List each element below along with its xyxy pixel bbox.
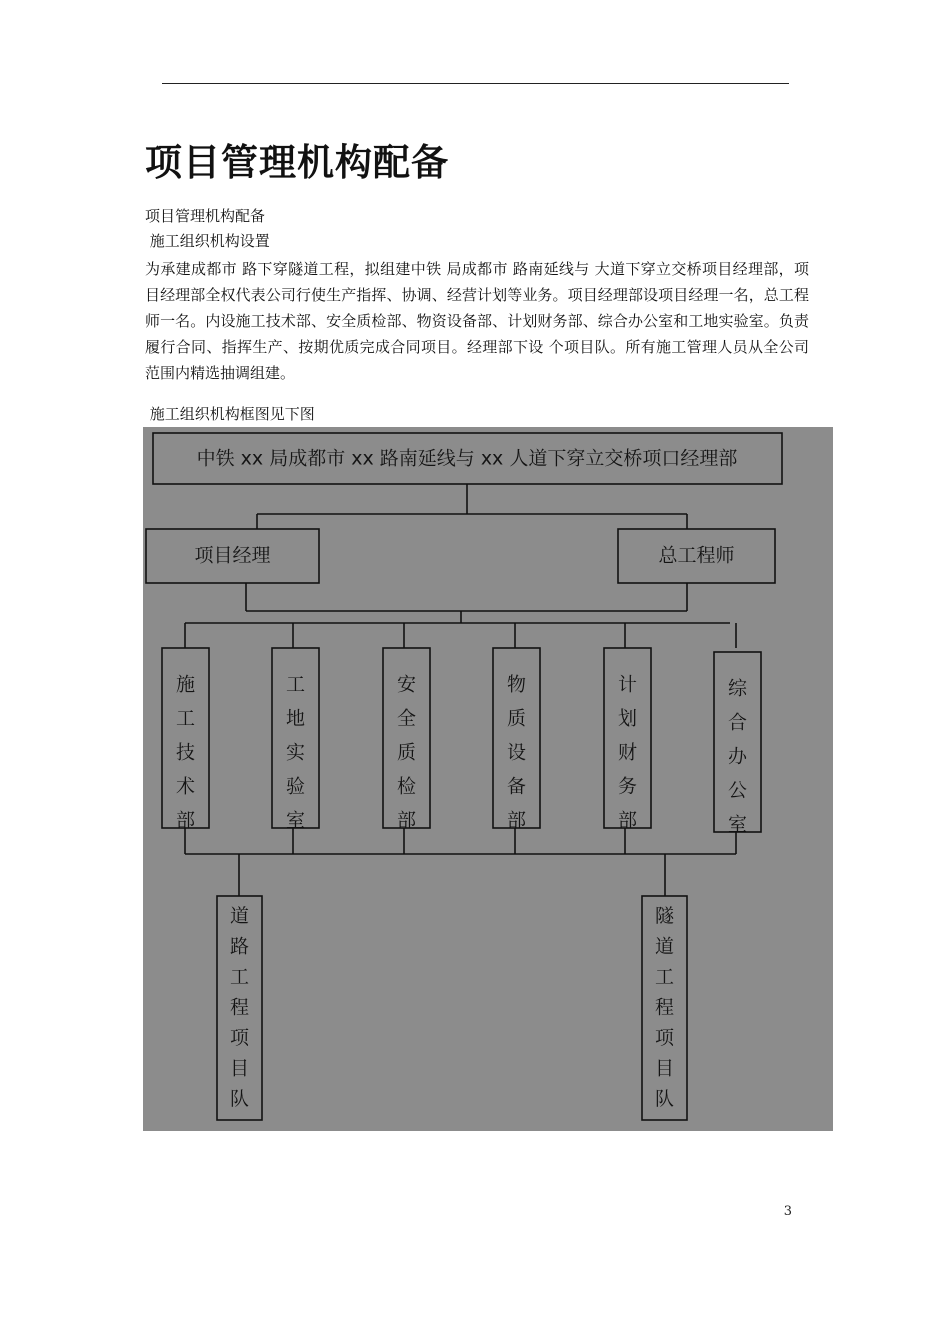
top-box-label: 中铁 xx 局成都市 xx 路南延线与 xx 人道下穿立交桥项口经理部: [196, 447, 738, 470]
department-label-3-char: 部: [396, 809, 417, 832]
page-number: 3: [783, 1204, 792, 1219]
department-label-6-char: 办: [727, 745, 748, 768]
department-label-1-char: 部: [175, 809, 196, 832]
department-label-4-char: 质: [506, 707, 527, 730]
department-label-2-char: 地: [285, 707, 306, 730]
team-label-2-char: 隧: [654, 904, 675, 927]
department-label-4-char: 物: [506, 673, 527, 696]
department-label-3-char: 检: [396, 775, 417, 798]
body-paragraph: 为承建成都市 路下穿隧道工程，拟组建中铁 局成都市 路南延线与 大道下穿立交桥项目经理部，项目经理部全权代表公司行使生产指挥、协调、经营计划等业务。项目经理部设项目经理一名，总工程师一名。内设施工技术部、安全质检部、物资设备部、计划财务部、综合办公室和工地实验室。负责履行合同、指挥生产、按期优质完成合同项目。经理部下设 个项目队。所有施工管理人员从全公司范围内精选抽调组建。: [145, 260, 809, 382]
department-label-1-char: 施: [175, 673, 196, 696]
department-label-3-char: 全: [396, 707, 417, 730]
team-label-1-char: 程: [229, 996, 250, 1019]
team-label-2-char: 程: [654, 996, 675, 1019]
department-label-2-char: 验: [285, 775, 306, 798]
department-label-5-char: 财: [617, 741, 638, 764]
team-label-1-char: 队: [229, 1088, 250, 1111]
team-label-2-char: 工: [654, 965, 675, 988]
department-label-2-char: 实: [285, 741, 306, 764]
department-label-4-char: 备: [506, 775, 527, 798]
team-label-2-char: 目: [654, 1057, 675, 1080]
department-label-1-char: 工: [175, 707, 196, 730]
org-chart: [143, 427, 833, 1131]
team-label-2-char: 队: [654, 1088, 675, 1111]
team-label-2-char: 道: [654, 935, 675, 958]
team-label-1-char: 路: [229, 935, 250, 958]
section-heading: 施工组织机构设置: [145, 232, 270, 250]
figure-caption: 施工组织机构框图见下图: [145, 405, 315, 423]
department-label-2-char: 室: [285, 809, 306, 832]
department-label-4-char: 部: [506, 809, 527, 832]
org-chart-figure: [143, 427, 833, 1131]
team-label-1-char: 道: [229, 904, 250, 927]
department-label-6-char: 综: [727, 677, 748, 700]
department-label-3-char: 质: [396, 741, 417, 764]
team-label-2-char: 项: [654, 1027, 675, 1050]
team-label-1-char: 目: [229, 1057, 250, 1080]
manager-label-2: 总工程师: [658, 544, 735, 567]
page-title: 项目管理机构配备: [145, 141, 449, 184]
department-label-1-char: 技: [175, 741, 196, 764]
team-label-1-char: 项: [229, 1027, 250, 1050]
subtitle-line: 项目管理机构配备: [145, 207, 266, 225]
header-rule: [162, 83, 789, 84]
department-label-5-char: 务: [617, 775, 638, 798]
department-label-1-char: 术: [175, 775, 196, 798]
team-label-1-char: 工: [229, 965, 250, 988]
manager-label-1: 项目经理: [194, 544, 271, 567]
department-label-5-char: 计: [617, 673, 638, 696]
department-label-3-char: 安: [396, 673, 417, 696]
department-label-6-char: 室: [727, 813, 748, 836]
department-label-6-char: 合: [727, 711, 748, 734]
department-label-4-char: 设: [506, 741, 527, 764]
department-label-6-char: 公: [727, 779, 748, 802]
department-label-5-char: 部: [617, 809, 638, 832]
department-label-2-char: 工: [285, 673, 306, 696]
department-label-5-char: 划: [617, 707, 638, 730]
